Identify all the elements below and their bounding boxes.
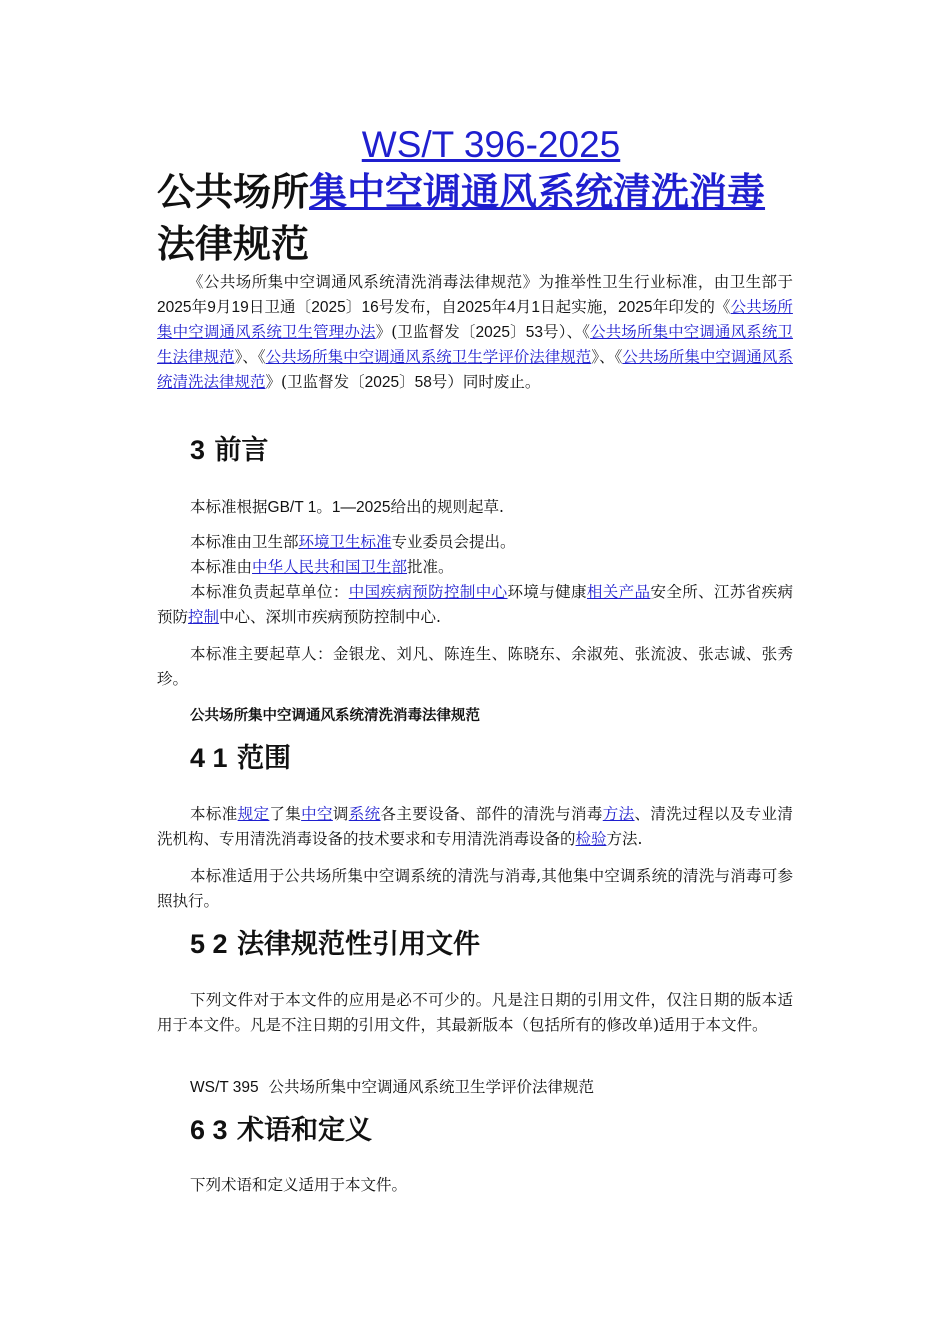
link-environmental-health-standard[interactable]: 环境卫生标准	[298, 533, 392, 551]
link-regulation[interactable]: 规定	[237, 805, 270, 823]
link-ministry-of-health[interactable]: 中华人民共和国卫生部	[252, 558, 408, 576]
terms-paragraph: 下列术语和定义适用于本文件。	[190, 1176, 408, 1194]
title-suffix: 法律规范	[157, 222, 310, 266]
link-control[interactable]: 控制	[188, 608, 220, 626]
link-cleaning-standard[interactable]: 公共场所集中空调通风系统清洗法律规范	[157, 348, 793, 391]
title-prefix: 公共场所	[157, 170, 310, 214]
scope-paragraph-1: 本标准规定了集中空调系统各主要设备、部件的清洗与消毒方法、清洗过程以及专业清洗机构、专用清洗消毒设备的技术要求和专用清洗消毒设备的检验方法.	[157, 805, 793, 848]
foreword-paragraph-1: 本标准根据GB/T 1。1—2025给出的规则起草.	[190, 498, 504, 516]
link-related-products[interactable]: 相关产品	[586, 583, 651, 601]
link-management-measures[interactable]: 公共场所集中空调通风系统卫生管理办法	[157, 298, 793, 341]
link-system[interactable]: 系统	[348, 805, 381, 823]
foreword-paragraph-3: 本标准由中华人民共和国卫生部批准。	[190, 558, 454, 576]
link-hygiene-evaluation-standard[interactable]: 公共场所集中空调通风系统卫生学评价法律规范	[265, 348, 592, 366]
foreword-paragraph-4: 本标准负责起草单位：中国疾病预防控制中心环境与健康相关产品安全所、江苏省疾病预防控制中心、深圳市疾病预防控制中心.	[157, 583, 793, 626]
section-heading-terms: 6 3 术语和定义	[190, 1115, 372, 1146]
standard-code-link[interactable]	[0, 122, 950, 168]
foreword-paragraph-5: 本标准主要起草人：金银龙、刘凡、陈连生、陈晓东、余淑苑、张流波、张志诚、张秀珍。	[157, 645, 793, 688]
section-heading-normative-references: 5 2 法律规范性引用文件	[190, 929, 480, 960]
section-heading-foreword: 3 前言	[190, 435, 269, 466]
link-cdc[interactable]: 中国疾病预防控制中心	[348, 583, 508, 601]
reference-entry: WS/T 395 公共场所集中空调通风系统卫生学评价法律规范	[190, 1078, 595, 1096]
intro-paragraph: 《公共场所集中空调通风系统清洗消毒法律规范》为推举性卫生行业标准，由卫生部于2025年9月19日卫通〔2025〕16号发布，自2025年4月1日起实施，2025年印发的《公共场所集中空调通风系统卫生管理办法》(卫监督发〔2025〕53号）、《公共场所集中空调通风系统卫生法律规范》、《公共场所集中空调通风系统卫生学评价法律规范》、《公共场所集中空调通风系统清洗法律规范》(卫监督发〔2025〕58号）同时废止。	[157, 273, 793, 391]
references-paragraph: 下列文件对于本文件的应用是必不可少的。凡是注日期的引用文件，仅注日期的版本适用于本文件。凡是不注日期的引用文件，其最新版本（包括所有的修改单)适用于本文件。	[157, 991, 793, 1034]
link-inspection[interactable]: 检验	[575, 830, 607, 848]
link-hollow[interactable]: 中空	[301, 805, 333, 823]
foreword-paragraph-2: 本标准由卫生部环境卫生标准专业委员会提出。	[190, 533, 516, 551]
link-hygiene-standard[interactable]: 公共场所集中空调通风系统卫生法律规范	[157, 323, 793, 366]
standard-code-text[interactable]: WS/T 396-2025	[361, 124, 621, 165]
scope-paragraph-2: 本标准适用于公共场所集中空调系统的清洗与消毒,其他集中空调系统的清洗与消毒可参照执行。	[157, 867, 793, 910]
title-keyword-link[interactable]: 集中空调通风系统清洗消毒	[309, 170, 766, 214]
document-title	[157, 166, 802, 270]
section-heading-scope: 4 1 范围	[190, 743, 291, 774]
link-method[interactable]: 方法	[602, 805, 635, 823]
document-subtitle: 公共场所集中空调通风系统清洗消毒法律规范	[190, 708, 480, 724]
